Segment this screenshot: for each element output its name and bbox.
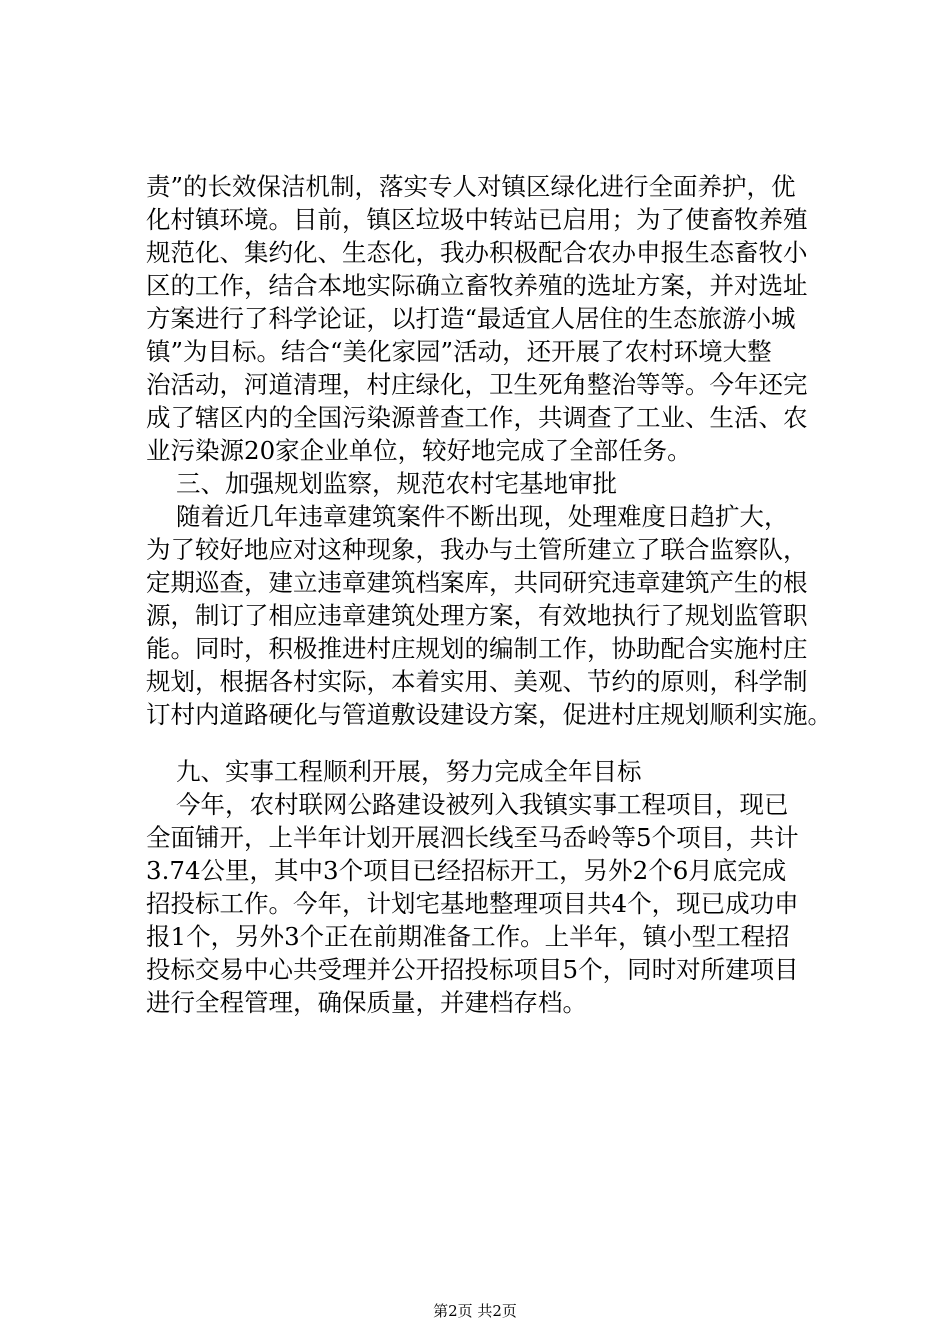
paragraph-line: 责”的长效保洁机制，落实专人对镇区绿化进行全面养护，优: [146, 172, 796, 201]
paragraph-line: 规范化、集约化、生态化，我办积极配合农办申报生态畜牧小: [146, 238, 808, 267]
paragraph-line: 源，制订了相应违章建筑处理方案，有效地执行了规划监管职: [146, 601, 808, 630]
paragraph-line: 报1个，另外3个正在前期准备工作。上半年，镇小型工程招: [146, 922, 790, 951]
paragraph-line: 定期巡查，建立违章建筑档案库，共同研究违章建筑产生的根: [146, 568, 808, 597]
paragraph-line: 招投标工作。今年，计划宅基地整理项目共4个，现已成功申: [146, 889, 799, 918]
paragraph-line: 为了较好地应对这种现象，我办与土管所建立了联合监察队，: [146, 535, 808, 564]
paragraph-line: 随着近几年违章建筑案件不断出现，处理难度日趋扩大，: [176, 502, 789, 531]
paragraph-line: 今年，农村联网公路建设被列入我镇实事工程项目，现已: [176, 790, 789, 819]
paragraph-line: 成了辖区内的全国污染源普查工作，共调查了工业、生活、农: [146, 403, 808, 432]
paragraph-line: 订村内道路硬化与管道敷设建设方案，促进村庄规划顺利实施。: [146, 700, 832, 729]
paragraph-line: 区的工作，结合本地实际确立畜牧养殖的选址方案，并对选址: [146, 271, 808, 300]
paragraph-line: 治活动，河道清理，村庄绿化，卫生死角整治等等。今年还完: [146, 370, 808, 399]
paragraph-line: 能。同时，积极推进村庄规划的编制工作，协助配合实施村庄: [146, 634, 808, 663]
paragraph-line: 方案进行了科学论证，以打造“最适宜人居住的生态旅游小城: [146, 304, 796, 333]
paragraph-line: 镇”为目标。结合“美化家园”活动，还开展了农村环境大整: [146, 337, 772, 366]
paragraph-line: 全面铺开，上半年计划开展泗长线至马岙岭等5个项目，共计: [146, 823, 799, 852]
paragraph-line: 业污染源20家企业单位，较好地完成了全部任务。: [146, 436, 692, 465]
paragraph-line: 3.74公里，其中3个项目已经招标开工，另外2个6月底完成: [146, 856, 787, 885]
section-heading: 三、加强规划监察，规范农村宅基地审批: [176, 469, 617, 498]
paragraph-line: 投标交易中心共受理并公开招投标项目5个，同时对所建项目: [146, 955, 799, 984]
paragraph-line: 规划，根据各村实际，本着实用、美观、节约的原则，科学制: [146, 667, 808, 696]
page-number-footer: 第2页 共2页: [433, 1302, 517, 1320]
paragraph-line: 进行全程管理，确保质量，并建档存档。: [146, 988, 587, 1017]
paragraph-line: 化村镇环境。目前，镇区垃圾中转站已启用；为了使畜牧养殖: [146, 205, 808, 234]
section-heading: 九、实事工程顺利开展，努力完成全年目标: [176, 757, 642, 786]
